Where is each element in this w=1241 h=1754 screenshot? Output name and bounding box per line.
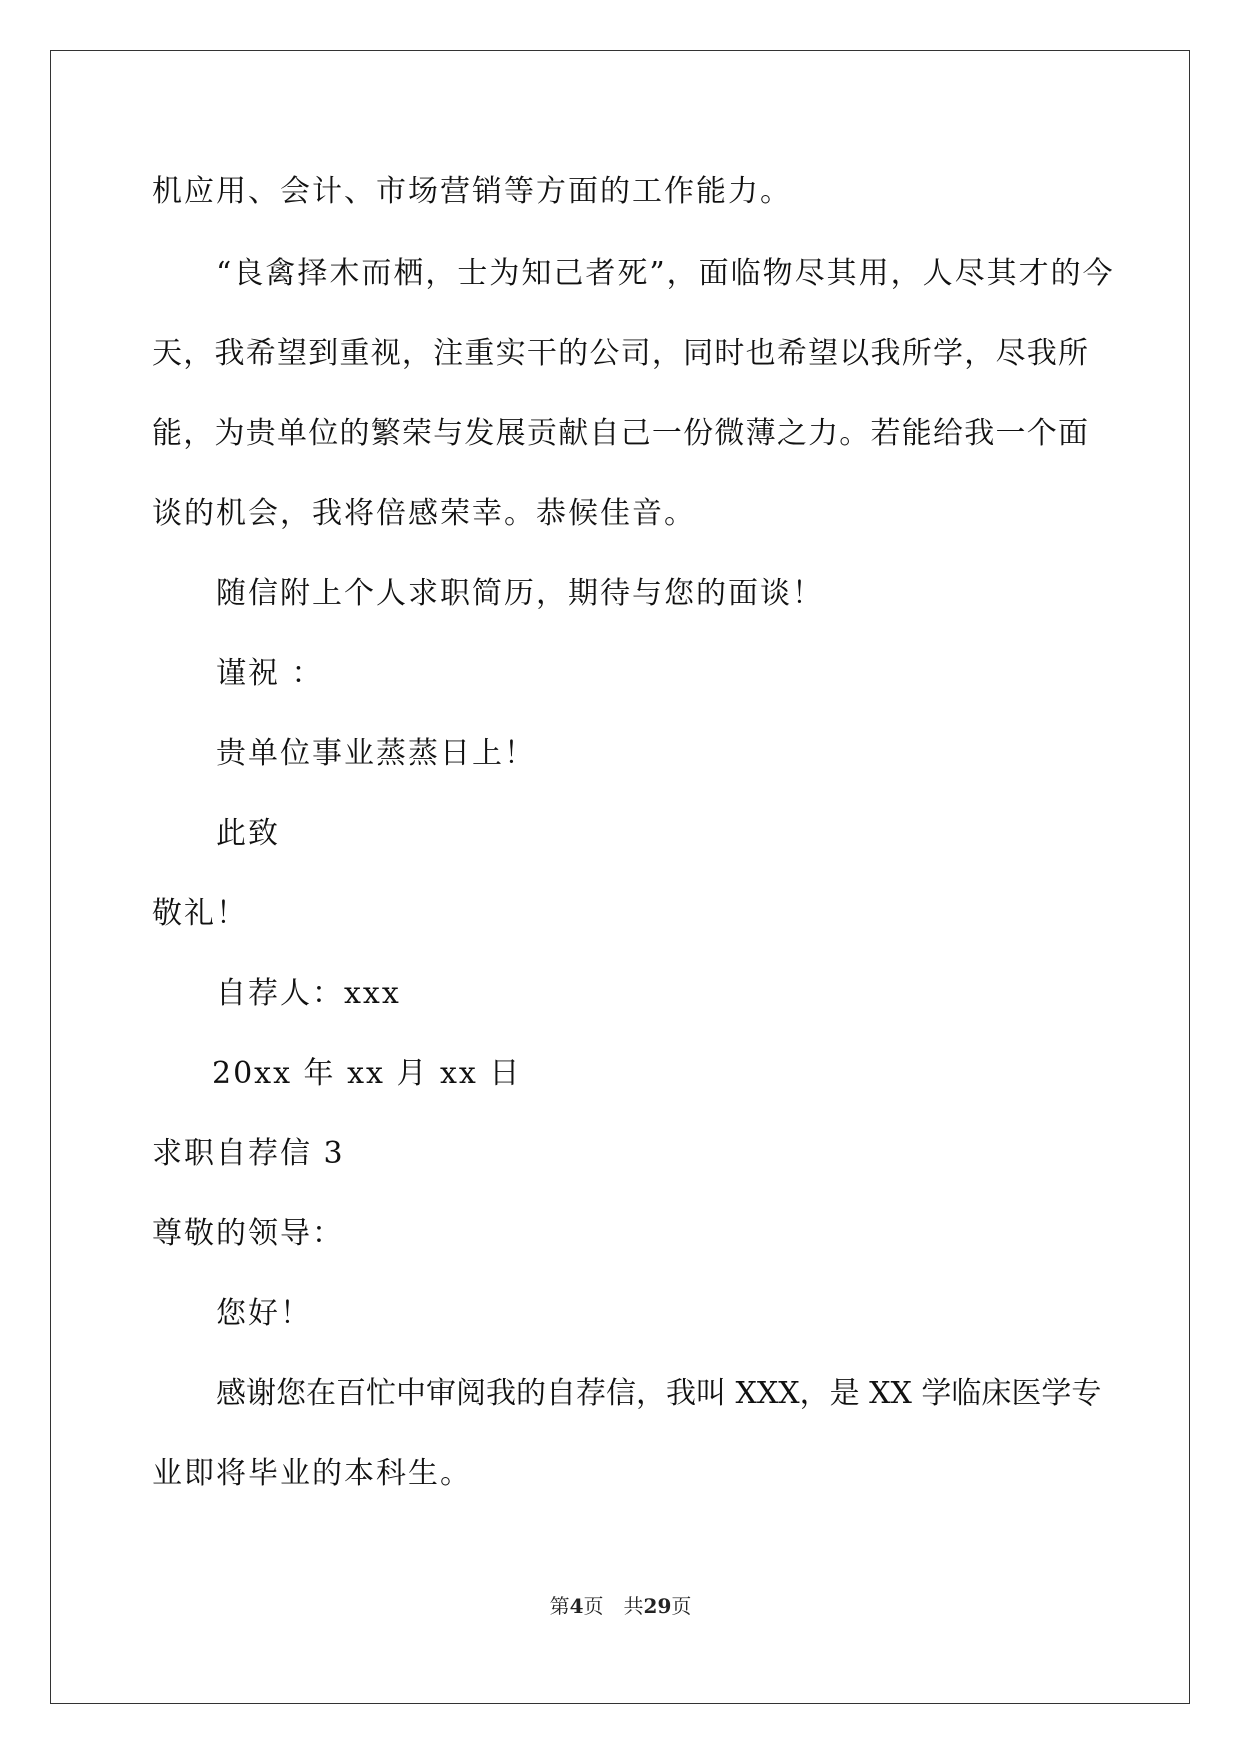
paragraph-line: 能，为贵单位的繁荣与发展贡献自己一份微薄之力。若能给我一个面 — [152, 416, 1088, 451]
paragraph-line: 业即将毕业的本科生。 — [152, 1456, 472, 1491]
paragraph-line: 天，我希望到重视，注重实干的公司，同时也希望以我所学，尽我所 — [152, 336, 1088, 371]
section-title: 求职自荐信 3 — [152, 1136, 345, 1171]
paragraph-line: 谨祝 ： — [216, 656, 324, 691]
paragraph-line: 此致 — [216, 816, 280, 851]
paragraph-line: 随信附上个人求职简历，期待与您的面谈！ — [216, 576, 824, 611]
footer-mid: 页 共 — [583, 1594, 644, 1618]
paragraph-line: 谈的机会，我将倍感荣幸。恭候佳音。 — [152, 496, 696, 531]
paragraph-line: 机应用、会计、市场营销等方面的工作能力。 — [152, 174, 792, 209]
page-number: 4 — [569, 1594, 584, 1618]
salutation: 尊敬的领导： — [152, 1216, 344, 1251]
total-pages: 29 — [643, 1594, 672, 1618]
paragraph-line: 敬礼！ — [152, 896, 248, 931]
signature-line: 自荐人：xxx — [216, 976, 401, 1011]
page-footer — [0, 1594, 1241, 1618]
paragraph-line: 贵单位事业蒸蒸日上！ — [216, 736, 536, 771]
footer-suffix: 页 — [671, 1594, 692, 1618]
greeting: 您好！ — [216, 1296, 312, 1331]
footer-prefix: 第 — [549, 1594, 570, 1618]
date-line: 20xx 年 xx 月 xx 日 — [212, 1056, 522, 1091]
paragraph-line: “良禽择木而栖，士为知己者死”，面临物尽其用，人尽其才的今 — [216, 256, 1115, 291]
paragraph-line: 感谢您在百忙中审阅我的自荐信，我叫 XXX，是 XX 学临床医学专 — [216, 1376, 1102, 1411]
